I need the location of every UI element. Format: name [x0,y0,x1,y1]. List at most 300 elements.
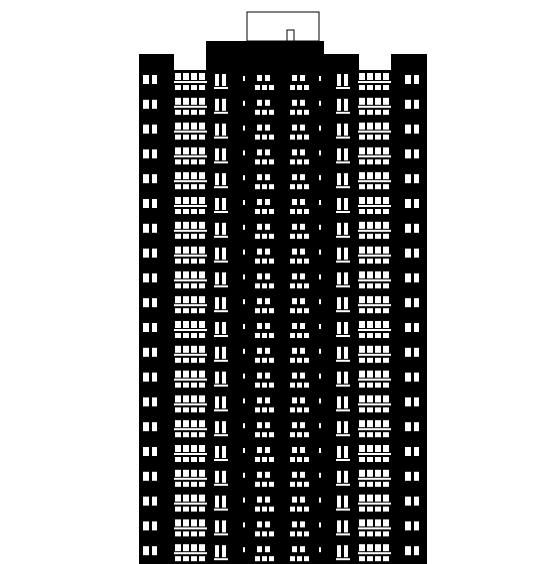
window-unit-right [383,371,389,378]
window-inner-left [222,223,226,235]
window-core-left [269,209,274,214]
window-inner-left [214,360,228,362]
window-unit-right [359,346,365,353]
window-inner-right [336,434,350,436]
window-unit-left [174,205,207,207]
window-core-left [257,100,262,106]
window-unit-right [367,308,373,313]
window-inner-left [222,99,226,111]
window-inner-left [214,558,228,560]
window-inner-left [222,471,226,483]
window-unit-left [199,222,205,229]
window-outer-left [143,199,149,208]
stair-marker [319,423,321,428]
window-unit-left [183,73,189,80]
window-inner-left [222,396,226,408]
window-outer-left [143,100,149,109]
window-core-right [304,283,309,288]
window-unit-left [175,209,181,214]
window-unit-left [183,222,189,229]
window-core-left [269,358,274,363]
window-core-right [297,209,302,214]
window-core-left [262,383,267,388]
window-outer-right [405,497,411,506]
window-unit-right [375,383,381,388]
window-unit-right [359,519,365,526]
stair-marker [319,175,321,180]
window-inner-left [214,385,228,387]
window-unit-left [199,110,205,115]
window-core-right [290,234,295,239]
window-unit-left [183,135,189,140]
window-unit-right [358,478,391,480]
stair-marker [319,225,321,230]
window-core-right [292,199,297,205]
window-inner-right [337,223,341,235]
window-core-left [262,457,267,462]
window-inner-right [336,310,350,312]
window-core-left [269,482,274,487]
window-core-right [292,497,297,503]
window-core-right [304,556,309,561]
window-unit-left [183,110,189,115]
window-core-left [262,259,267,264]
window-unit-left [175,432,181,437]
window-unit-left [175,247,181,254]
window-core-right [290,383,295,388]
stair-marker [243,448,245,453]
window-unit-right [375,85,381,90]
window-outer-left [143,447,149,456]
window-inner-right [344,74,348,86]
window-core-left [255,333,260,338]
window-unit-right [359,445,365,452]
window-unit-right [367,531,373,536]
window-inner-left [214,261,228,263]
window-unit-right [383,308,389,313]
window-outer-left [143,174,149,183]
window-inner-right [336,186,350,188]
window-unit-left [175,544,181,551]
window-unit-left [191,247,197,254]
window-core-right [290,358,295,363]
window-inner-left [215,198,219,210]
window-core-left [265,497,270,503]
window-inner-left [214,112,228,114]
window-unit-right [367,445,373,452]
window-inner-right [337,446,341,458]
window-unit-right [383,420,389,427]
window-unit-right [367,420,373,427]
window-unit-right [358,106,391,108]
window-inner-right [344,372,348,384]
window-unit-left [191,470,197,477]
window-unit-left [175,271,181,278]
window-inner-right [337,396,341,408]
window-inner-right [337,322,341,334]
window-outer-right [414,546,419,555]
stair-marker [243,498,245,503]
window-outer-left [143,149,149,158]
window-core-right [304,531,309,536]
window-unit-right [375,247,381,254]
window-unit-left [191,147,197,154]
window-outer-left [143,521,149,530]
window-inner-left [222,272,226,284]
window-core-left [269,507,274,512]
window-unit-left [175,556,181,561]
window-inner-right [344,520,348,532]
window-unit-right [383,234,389,239]
window-inner-left [214,484,228,486]
window-core-right [290,333,295,338]
window-unit-left [183,98,189,105]
window-inner-right [337,471,341,483]
window-unit-right [359,321,365,328]
window-inner-left [214,335,228,337]
window-unit-right [358,354,391,356]
window-outer-right [405,546,411,555]
window-unit-right [375,147,381,154]
window-inner-right [336,236,350,238]
window-unit-left [174,478,207,480]
window-inner-right [336,409,350,411]
window-inner-left [222,446,226,458]
window-unit-right [375,371,381,378]
window-inner-left [215,347,219,359]
window-unit-left [191,110,197,115]
window-core-left [257,422,262,428]
window-unit-left [175,495,181,502]
window-inner-right [344,173,348,185]
window-unit-left [191,296,197,303]
window-core-right [292,75,297,81]
window-unit-right [375,123,381,130]
window-inner-left [215,372,219,384]
window-unit-left [174,428,207,430]
window-unit-right [358,155,391,157]
window-unit-left [183,346,189,353]
window-unit-right [375,407,381,412]
window-outer-right [405,273,411,282]
window-unit-right [375,222,381,229]
window-unit-left [191,445,197,452]
window-unit-left [191,321,197,328]
window-inner-left [215,124,219,136]
stair-marker [243,250,245,255]
window-core-left [262,507,267,512]
window-core-right [304,85,309,90]
window-unit-left [191,495,197,502]
window-core-right [292,447,297,453]
window-outer-left [143,546,149,555]
window-inner-right [336,484,350,486]
window-unit-right [359,234,365,239]
window-unit-left [175,135,181,140]
window-unit-right [367,271,373,278]
window-core-right [300,546,305,552]
window-unit-right [359,544,365,551]
window-outer-left [152,546,157,555]
window-unit-right [359,457,365,462]
window-core-right [297,159,302,164]
window-core-left [257,199,262,205]
window-inner-right [337,248,341,260]
window-inner-right [344,322,348,334]
window-core-right [297,308,302,313]
window-inner-left [222,148,226,160]
window-unit-right [367,85,373,90]
window-outer-right [414,249,419,258]
window-core-left [255,457,260,462]
window-unit-left [175,222,181,229]
window-outer-left [152,422,157,431]
window-core-right [297,85,302,90]
window-core-right [292,174,297,180]
window-core-right [300,125,305,131]
window-core-left [262,283,267,288]
window-inner-right [336,137,350,139]
window-inner-left [214,236,228,238]
window-inner-right [337,124,341,136]
window-unit-right [367,346,373,353]
window-unit-left [175,159,181,164]
window-unit-left [191,271,197,278]
window-unit-left [175,457,181,462]
window-unit-right [375,184,381,189]
window-unit-right [375,308,381,313]
window-unit-right [359,209,365,214]
window-unit-right [359,296,365,303]
window-inner-right [344,421,348,433]
window-core-right [290,556,295,561]
window-inner-right [336,385,350,387]
window-core-right [300,373,305,379]
window-core-right [304,507,309,512]
window-outer-left [152,199,157,208]
window-unit-left [175,371,181,378]
window-unit-right [375,420,381,427]
window-unit-left [199,172,205,179]
window-core-left [262,308,267,313]
window-core-left [262,556,267,561]
window-unit-left [183,234,189,239]
window-core-left [265,521,270,527]
window-inner-right [336,112,350,114]
window-unit-left [199,98,205,105]
window-unit-right [383,296,389,303]
window-unit-right [358,527,391,529]
window-unit-right [359,159,365,164]
window-unit-right [383,432,389,437]
window-core-right [297,358,302,363]
window-unit-left [175,234,181,239]
window-core-right [300,199,305,205]
window-inner-left [214,434,228,436]
window-unit-right [358,81,391,83]
window-inner-right [337,520,341,532]
window-outer-right [405,149,411,158]
window-unit-left [199,247,205,254]
window-unit-right [359,432,365,437]
window-unit-left [191,98,197,105]
window-core-left [269,407,274,412]
stair-marker [319,126,321,131]
window-inner-left [214,161,228,163]
stair-marker [243,349,245,354]
window-unit-right [375,172,381,179]
window-inner-right [344,124,348,136]
window-unit-right [359,333,365,338]
window-unit-left [191,482,197,487]
window-core-left [262,333,267,338]
window-unit-right [367,247,373,254]
window-inner-right [337,297,341,309]
window-unit-right [359,222,365,229]
window-outer-left [152,125,157,134]
window-unit-right [383,470,389,477]
window-unit-left [183,296,189,303]
window-core-left [269,556,274,561]
stair-marker [319,200,321,205]
window-outer-left [143,323,149,332]
window-unit-left [174,304,207,306]
window-unit-right [375,209,381,214]
window-core-left [265,100,270,106]
window-unit-right [367,507,373,512]
window-unit-right [367,283,373,288]
window-unit-right [383,457,389,462]
window-unit-right [367,123,373,130]
stair-marker [319,448,321,453]
window-core-left [257,521,262,527]
window-unit-right [359,98,365,105]
window-outer-right [414,348,419,357]
window-unit-left [191,197,197,204]
window-unit-right [383,184,389,189]
window-unit-left [175,445,181,452]
window-core-right [300,298,305,304]
window-core-left [265,323,270,329]
window-inner-right [336,161,350,163]
window-core-right [290,159,295,164]
window-unit-right [375,457,381,462]
window-outer-right [414,497,419,506]
window-inner-right [344,248,348,260]
window-core-left [255,482,260,487]
window-outer-left [152,75,157,84]
window-unit-left [175,519,181,526]
window-inner-right [337,198,341,210]
window-unit-right [383,495,389,502]
window-unit-left [174,453,207,455]
window-outer-right [414,447,419,456]
window-inner-right [344,148,348,160]
window-unit-right [359,308,365,313]
window-unit-right [383,147,389,154]
window-core-left [265,348,270,354]
window-unit-left [191,544,197,551]
window-unit-left [183,482,189,487]
window-unit-left [199,73,205,80]
window-inner-left [222,173,226,185]
window-core-right [300,249,305,255]
window-unit-right [358,180,391,182]
window-inner-left [215,248,219,260]
window-unit-right [375,296,381,303]
window-unit-right [383,445,389,452]
window-unit-right [375,495,381,502]
window-core-right [292,521,297,527]
stair-marker [243,101,245,106]
window-unit-left [191,123,197,130]
window-core-right [304,358,309,363]
window-core-left [265,373,270,379]
stair-marker [243,76,245,81]
window-core-left [269,333,274,338]
window-core-right [300,149,305,155]
window-core-left [257,447,262,453]
window-outer-right [405,521,411,530]
window-inner-right [344,471,348,483]
stair-marker [319,547,321,552]
window-unit-right [375,259,381,264]
window-outer-left [152,249,157,258]
window-unit-left [183,184,189,189]
window-unit-left [199,457,205,462]
window-core-right [300,521,305,527]
window-core-left [265,298,270,304]
window-core-right [300,497,305,503]
window-unit-right [383,209,389,214]
window-unit-left [183,358,189,363]
window-unit-right [367,159,373,164]
window-core-right [304,308,309,313]
window-unit-right [375,321,381,328]
window-core-left [257,298,262,304]
window-unit-right [375,556,381,561]
window-outer-left [143,472,149,481]
window-unit-left [175,420,181,427]
window-unit-left [183,247,189,254]
window-unit-left [199,445,205,452]
window-unit-right [375,271,381,278]
window-unit-right [383,333,389,338]
window-unit-right [383,395,389,402]
window-core-right [297,234,302,239]
window-unit-left [199,209,205,214]
window-core-right [290,308,295,313]
window-unit-right [375,283,381,288]
window-core-left [255,209,260,214]
window-unit-right [383,358,389,363]
window-inner-right [336,509,350,511]
stair-marker [243,299,245,304]
window-unit-left [174,230,207,232]
window-unit-left [183,209,189,214]
window-inner-left [215,74,219,86]
window-unit-left [175,73,181,80]
stair-marker [319,274,321,279]
window-unit-right [358,131,391,133]
stair-marker [243,423,245,428]
window-unit-right [375,519,381,526]
window-unit-right [359,495,365,502]
stair-marker [319,522,321,527]
window-core-left [255,531,260,536]
window-core-right [300,273,305,279]
window-unit-right [375,135,381,140]
